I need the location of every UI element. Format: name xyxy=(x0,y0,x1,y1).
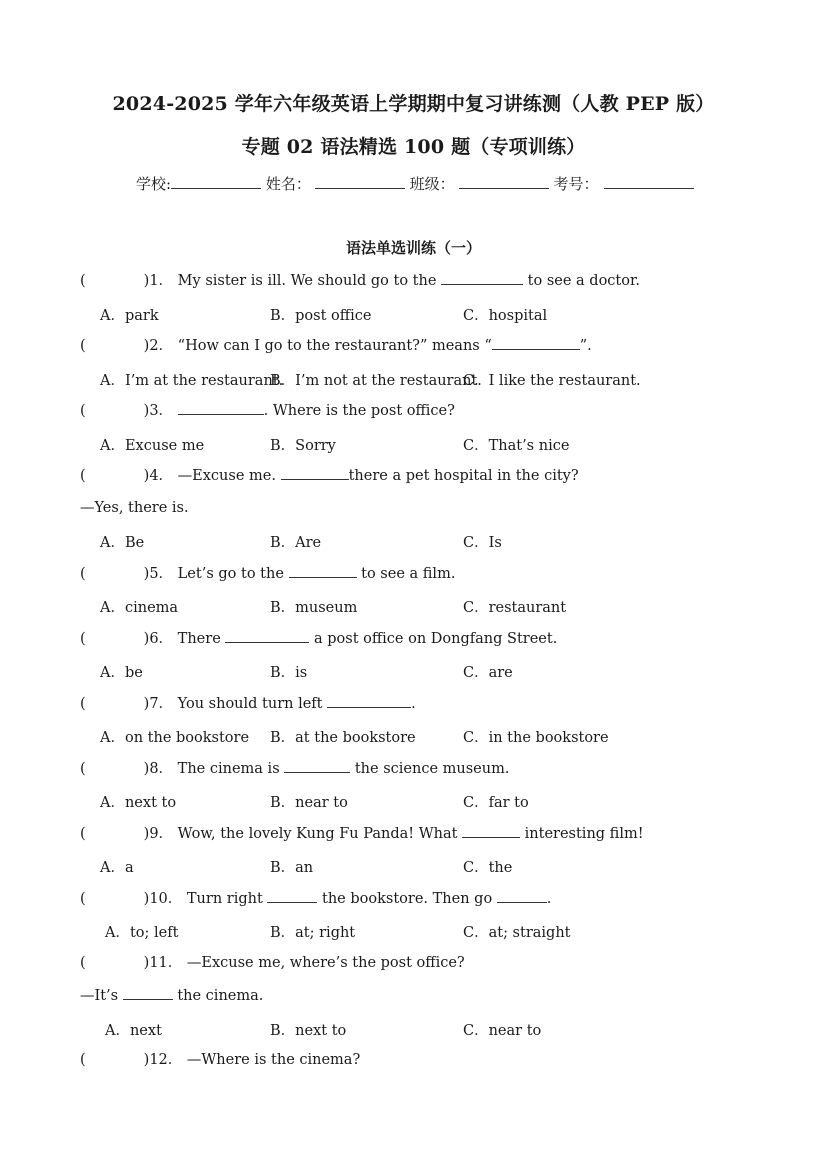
option-c[interactable]: C．hospital xyxy=(463,308,548,324)
answer-blank[interactable] xyxy=(492,336,580,350)
option-a[interactable]: A．Excuse me xyxy=(100,438,205,454)
question-stem: ( )7． You should turn left . xyxy=(80,696,416,712)
question-stem: ( )6． There a post office on Dongfang Street. xyxy=(80,631,558,647)
option-c[interactable]: C．I like the restaurant. xyxy=(463,373,641,389)
school-label: 学校: xyxy=(136,175,172,193)
answer-blank[interactable] xyxy=(441,271,523,285)
answer-blank[interactable] xyxy=(327,694,411,708)
answer-blank[interactable] xyxy=(284,759,350,773)
option-c[interactable]: C．Is xyxy=(463,535,502,551)
option-b[interactable]: B．near to xyxy=(270,795,348,811)
option-c[interactable]: C．in the bookstore xyxy=(463,730,609,746)
option-c[interactable]: C．at; straight xyxy=(463,925,571,941)
option-a[interactable]: A．I’m at the restaurant. xyxy=(100,373,284,389)
answer-blank[interactable] xyxy=(225,629,309,643)
question-stem: ( )8． The cinema is the science museum. xyxy=(80,761,510,777)
question-response: —It’s the cinema. xyxy=(80,988,264,1004)
option-a[interactable]: A．on the bookstore xyxy=(100,730,250,746)
page-title: 2024-2025 学年六年级英语上学期期中复习讲练测（人教 PEP 版） xyxy=(112,93,715,115)
name-label: 姓名： xyxy=(265,175,311,193)
option-b[interactable]: B．at; right xyxy=(270,925,356,941)
class-field[interactable] xyxy=(459,174,549,189)
option-a[interactable]: A．Be xyxy=(100,535,145,551)
answer-blank[interactable] xyxy=(281,466,349,480)
option-b[interactable]: B．an xyxy=(270,860,314,876)
exam-number-field[interactable] xyxy=(604,174,694,189)
school-field[interactable] xyxy=(171,174,261,189)
answer-blank[interactable] xyxy=(267,889,317,903)
option-b[interactable]: B．I’m not at the restaurant. xyxy=(270,373,482,389)
option-b[interactable]: B．Are xyxy=(270,535,322,551)
option-a[interactable]: A．next to xyxy=(100,795,177,811)
question-stem: ( )11． —Excuse me, where’s the post office? xyxy=(80,955,465,971)
option-a[interactable]: A．a xyxy=(100,860,134,876)
option-a[interactable]: A．next xyxy=(105,1023,162,1039)
page-subtitle: 专题 02 语法精选 100 题（专项训练） xyxy=(241,136,586,158)
question-stem: ( )1． My sister is ill. We should go to the to see a doctor. xyxy=(80,273,640,289)
question-stem: ( )5． Let’s go to the to see a film. xyxy=(80,566,456,582)
option-c[interactable]: C．restaurant xyxy=(463,600,567,616)
option-b[interactable]: B．post office xyxy=(270,308,372,324)
exam-number-label: 考号： xyxy=(553,175,599,193)
answer-blank[interactable] xyxy=(123,986,173,1000)
option-c[interactable]: C．the xyxy=(463,860,513,876)
option-c[interactable]: C．That’s nice xyxy=(463,438,570,454)
option-b[interactable]: B．at the bookstore xyxy=(270,730,416,746)
option-b[interactable]: B．next to xyxy=(270,1023,347,1039)
option-b[interactable]: B．museum xyxy=(270,600,358,616)
option-a[interactable]: A．park xyxy=(100,308,159,324)
name-field[interactable] xyxy=(315,174,405,189)
option-b[interactable]: B．is xyxy=(270,665,308,681)
class-label: 班级： xyxy=(409,175,455,193)
question-stem: ( )4． —Excuse me. there a pet hospital in the city? xyxy=(80,468,579,484)
answer-blank[interactable] xyxy=(497,889,547,903)
answer-blank[interactable] xyxy=(462,824,520,838)
question-stem: ( )3． . Where is the post office? xyxy=(80,403,455,419)
answer-blank[interactable] xyxy=(178,401,264,415)
option-a[interactable]: A．to; left xyxy=(105,925,179,941)
section-title: 语法单选训练（一） xyxy=(345,239,481,257)
option-c[interactable]: C．far to xyxy=(463,795,529,811)
question-stem: ( )12． —Where is the cinema? xyxy=(80,1052,361,1068)
question-stem: ( )2． “How can I go to the restaurant?” means “ ”. xyxy=(80,338,592,354)
option-a[interactable]: A．be xyxy=(100,665,143,681)
question-stem: ( )9． Wow, the lovely Kung Fu Panda! What interesting film! xyxy=(80,826,644,842)
student-info-row xyxy=(136,173,694,194)
question-response: —Yes, there is. xyxy=(80,500,189,516)
option-c[interactable]: C．near to xyxy=(463,1023,542,1039)
question-stem: ( )10． Turn right the bookstore. Then go . xyxy=(80,891,552,907)
option-c[interactable]: C．are xyxy=(463,665,513,681)
option-b[interactable]: B．Sorry xyxy=(270,438,336,454)
answer-blank[interactable] xyxy=(289,564,357,578)
option-a[interactable]: A．cinema xyxy=(100,600,179,616)
